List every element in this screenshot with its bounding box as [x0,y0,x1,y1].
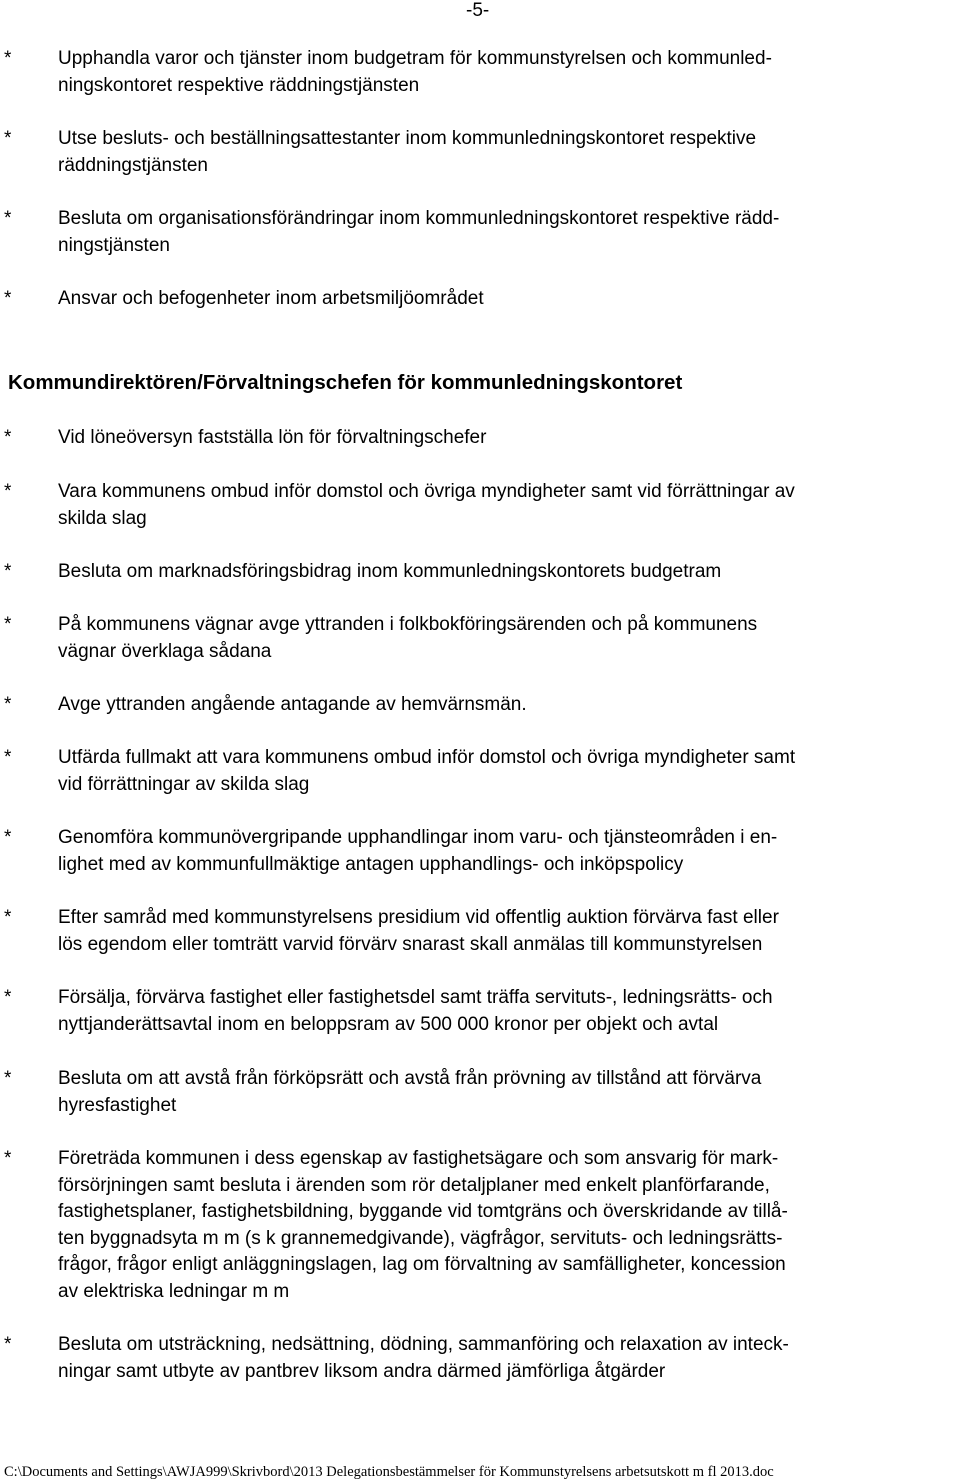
list-item-text: Upphandla varor och tjänster inom budgetram för kommunstyrelsen och kommunled- ningskontoret respektive räddningstjänsten [58,48,772,96]
bullet-marker: * [4,128,12,149]
bullet-marker: * [4,481,12,502]
bullet-marker: * [4,288,12,309]
list-item-text: Besluta om marknadsföringsbidrag inom kommunledningskontorets budgetram [58,561,722,582]
list-item-text: Utfärda fullmakt att vara kommunens ombud inför domstol och övriga myndigheter samt vid förrättningar av skilda slag [58,747,796,795]
list-item-text: Efter samråd med kommunstyrelsens presidium vid offentlig auktion förvärva fast eller lös egendom eller tomträtt varvid förvärv snarast skall anmälas till kommunstyrelsen [58,907,779,955]
section-heading: Kommundirektören/Förvaltningschefen för kommunledningskontoret [8,371,683,394]
bullet-marker: * [4,907,12,928]
bullet-marker: * [4,561,12,582]
bullet-marker: * [4,614,12,635]
bullet-marker: * [4,1068,12,1089]
bullet-marker: * [4,427,12,448]
bullet-marker: * [4,694,12,715]
list-item-text: På kommunens vägnar avge yttranden i folkbokföringsärenden och på kommunens vägnar överklaga sådana [58,614,758,662]
list-item-text: Besluta om utsträckning, nedsättning, dödning, sammanföring och relaxation av inteck- ningar samt utbyte av pantbrev liksom andra därmed jämförliga åtgärder [58,1334,789,1382]
bullet-marker: * [4,1334,12,1355]
list-item-text: Avge yttranden angående antagande av hemvärnsmän. [58,694,527,715]
list-item-text: Besluta om organisationsförändringar inom kommunledningskontoret respektive rädd- ningstjänsten [58,208,780,256]
bullet-marker: * [4,747,12,768]
bullet-marker: * [4,48,12,69]
list-item-text: Försälja, förvärva fastighet eller fastighetsdel samt träffa servituts-, ledningsrätts- och nyttjanderättsavtal inom en beloppsram av 500 000 kronor per objekt och avtal [58,987,773,1035]
list-item-text: Ansvar och befogenheter inom arbetsmiljöområdet [58,288,484,309]
bullet-marker: * [4,208,12,229]
list-item-text: Besluta om att avstå från förköpsrätt och avstå från prövning av tillstånd att förvärva hyresfastighet [58,1068,762,1116]
footer-file-path: C:\Documents and Settings\AWJA999\Skrivbord\2013 Delegationsbestämmelser för Kommunstyrelsens arbetsutskott m fl 2013.doc [4,1464,774,1480]
list-item-text: Vara kommunens ombud inför domstol och övriga myndigheter samt vid förrättningar av skilda slag [58,481,795,529]
list-item-text: Utse besluts- och beställningsattestanter inom kommunledningskontoret respektive räddningstjänsten [58,128,757,176]
bullet-marker: * [4,827,12,848]
list-item-text: Genomföra kommunövergripande upphandlingar inom varu- och tjänsteområden i en- lighet med av kommunfullmäktige antagen upphandlings- och inköpspolicy [58,827,778,875]
bullet-marker: * [4,987,12,1008]
page-number: -5- [466,0,490,21]
list-item-text: Företräda kommunen i dess egenskap av fastighetsägare och som ansvarig för mark- försörjningen samt besluta i ärenden som rör detaljplaner med enkelt planförfarande, fastighetsplaner, fastighetsbildning, byggande vid tomtgräns och överskridande av tillå- ten byggnadsyta m m (s k grannemedgivande), vägfrågor, servituts- och ledningsrätts- frågor, frågor enligt anläggningslagen, lag om förvaltning av samfälligheter, koncession av elektriska ledningar m m [58,1148,788,1302]
list-item-text: Vid löneöversyn fastställa lön för förvaltningschefer [58,427,487,448]
bullet-marker: * [4,1148,12,1169]
